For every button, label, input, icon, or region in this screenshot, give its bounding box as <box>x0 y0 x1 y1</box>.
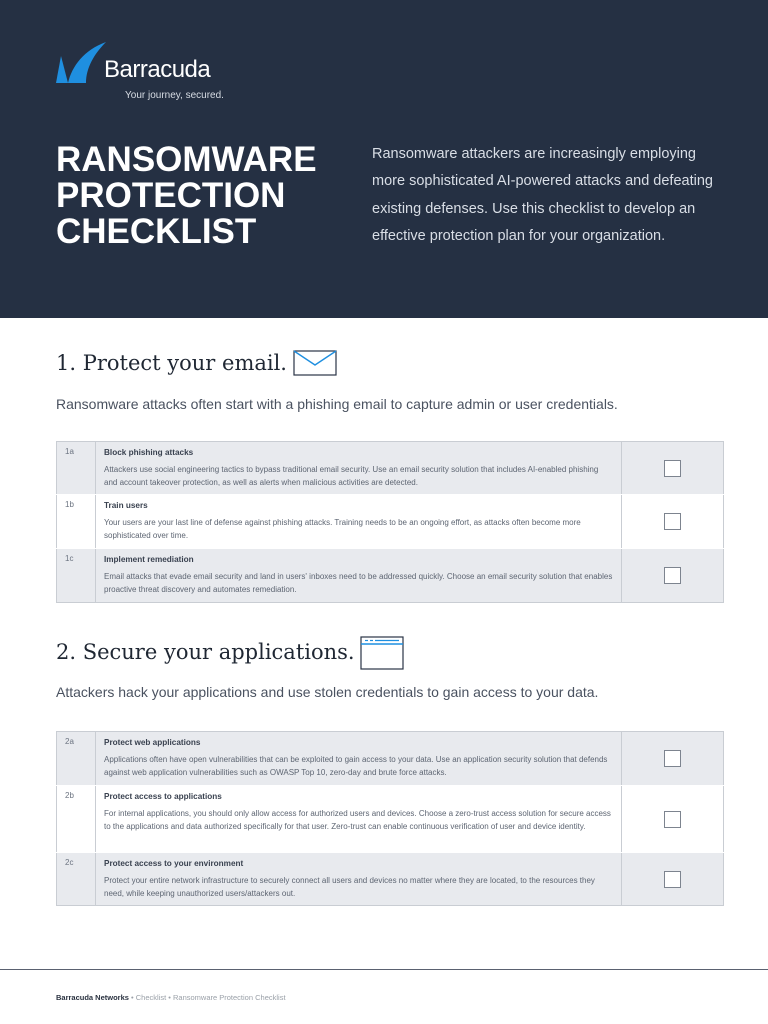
item-checkbox[interactable] <box>664 460 681 477</box>
checklist-row <box>57 732 724 786</box>
item-description: Attackers use social engineering tactics to bypass traditional email security. Use an email security solution that includes AI-enabled phishing and account takeover protection, as well as alerts when malicious activities are detected. <box>104 465 599 487</box>
item-title: Protect web applications <box>104 738 201 747</box>
checklist-table-email <box>56 441 724 603</box>
envelope-icon <box>293 350 337 376</box>
brand-name: Barracuda <box>104 56 211 83</box>
checklist-row <box>57 786 724 853</box>
item-content <box>96 549 622 603</box>
checklist-row <box>57 442 724 495</box>
browser-window-icon <box>360 636 404 670</box>
item-content <box>96 786 622 853</box>
item-description: Your users are your last line of defense against phishing attacks. Training needs to be an ongoing effort, as attacks often become more sophisticated over time. <box>104 518 581 540</box>
item-content <box>96 853 622 906</box>
checkbox-cell <box>622 495 724 549</box>
footer-divider <box>0 969 768 970</box>
section-heading-applications: 2. Secure your applications. <box>56 640 355 664</box>
section-subtitle-applications: Attackers hack your applications and use stolen credentials to gain access to your data. <box>56 684 599 700</box>
footer-separator: • <box>128 993 136 1002</box>
page-title-line: CHECKLIST <box>56 212 257 251</box>
item-content <box>96 732 622 786</box>
item-checkbox[interactable] <box>664 750 681 767</box>
item-checkbox[interactable] <box>664 811 681 828</box>
section-heading-email: 1. Protect your email. <box>56 351 287 375</box>
item-description: Applications often have open vulnerabilities that can be exploited to gain access to your data. Use an application security solution that defends against web application vulnerabilities such as OWASP Top 10, zero-day and brute force attacks. <box>104 755 608 777</box>
item-checkbox[interactable] <box>664 871 681 888</box>
item-checkbox[interactable] <box>664 567 681 584</box>
item-number: 1c <box>57 549 96 603</box>
item-description: Email attacks that evade email security and land in users' inboxes need to be addressed quickly. Choose an email security solution that enables proactive threat discovery and automates remediation. <box>104 572 613 594</box>
item-title: Protect access to applications <box>104 792 222 801</box>
page-title <box>56 142 356 250</box>
checklist-row <box>57 549 724 603</box>
brand-tagline: Your journey, secured. <box>125 90 224 101</box>
item-number: 2c <box>57 853 96 906</box>
page-title-line: PROTECTION <box>56 176 286 215</box>
checkbox-cell <box>622 786 724 853</box>
item-number: 1b <box>57 495 96 549</box>
checklist-row <box>57 853 724 906</box>
item-title: Protect access to your environment <box>104 859 244 868</box>
item-checkbox[interactable] <box>664 513 681 530</box>
checkbox-cell <box>622 732 724 786</box>
item-number: 2b <box>57 786 96 853</box>
checkbox-cell <box>622 853 724 906</box>
intro-paragraph: Ransomware attackers are increasingly employing more sophisticated AI-powered attacks and defeating existing defenses. Use this checklist to develop an effective protection plan for your organization. <box>372 146 713 244</box>
item-number: 1a <box>57 442 96 495</box>
item-description: For internal applications, you should only allow access for authorized users and devices. Choose a zero-trust access solution for secure access to the applications and data authorized specifically for that user. Zero-trust can enable continuous verification of user and device identity. <box>104 809 611 831</box>
checkbox-cell <box>622 442 724 495</box>
item-description: Protect your entire network infrastructure to securely connect all users and devices no matter where they are located, to the resources they need, while keeping unauthorized users/attackers out. <box>104 876 595 898</box>
footer-separator: • <box>166 993 173 1002</box>
footer-doc-type: Checklist <box>135 993 167 1002</box>
footer-company: Barracuda Networks <box>56 993 129 1002</box>
footer <box>56 993 286 1002</box>
section-subtitle-email: Ransomware attacks often start with a phishing email to capture admin or user credentials. <box>56 396 618 412</box>
footer-doc-title: Ransomware Protection Checklist <box>172 993 286 1002</box>
barracuda-fin-icon <box>56 42 106 86</box>
item-content <box>96 442 622 495</box>
item-number: 2a <box>57 732 96 786</box>
checkbox-cell <box>622 549 724 603</box>
item-title: Block phishing attacks <box>104 448 194 457</box>
item-content <box>96 495 622 549</box>
checklist-table-applications <box>56 731 724 906</box>
item-title: Implement remediation <box>104 555 194 564</box>
checklist-row <box>57 495 724 549</box>
page-title-line: RANSOMWARE <box>56 140 317 179</box>
brand-logo[interactable] <box>56 42 246 102</box>
item-title: Train users <box>104 501 148 510</box>
header-banner <box>0 0 768 318</box>
